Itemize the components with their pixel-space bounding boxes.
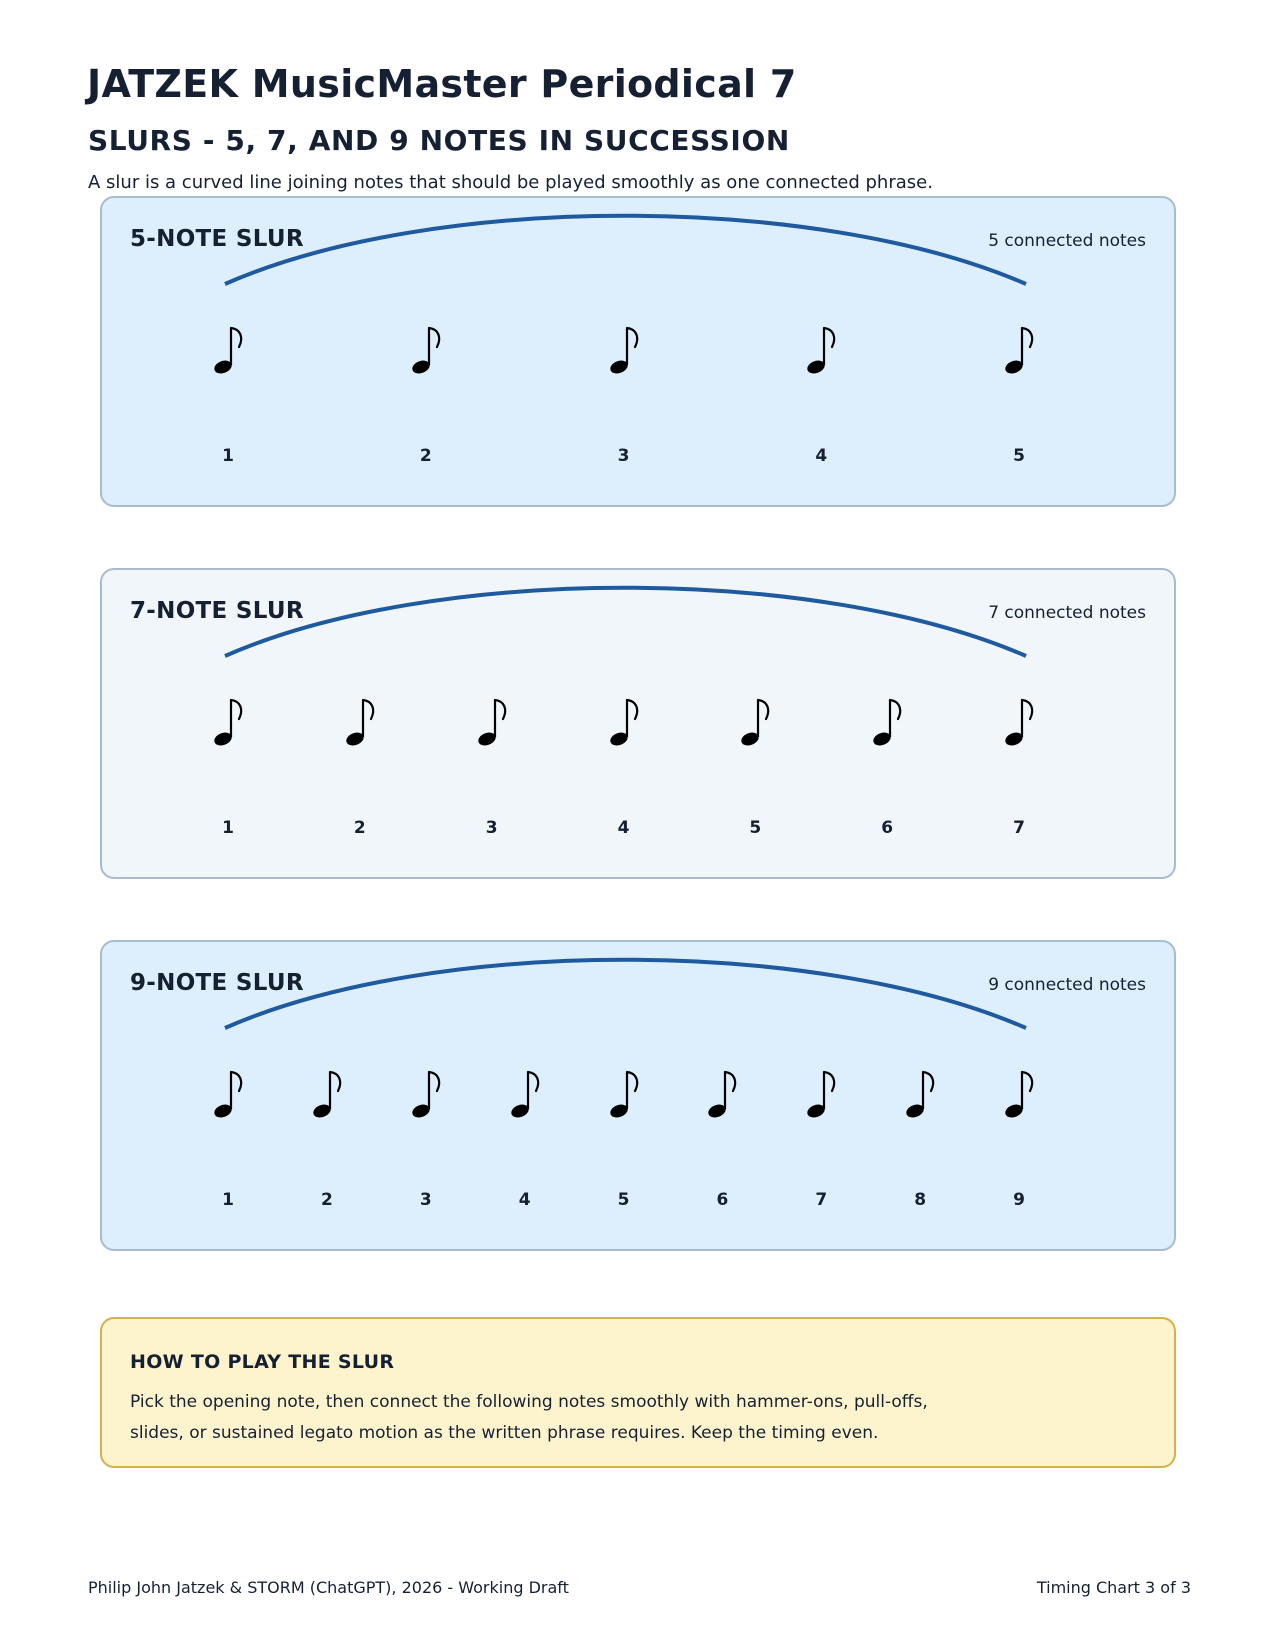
connected-notes-label: 7 connected notes	[988, 603, 1146, 623]
panel-title: 9-NOTE SLUR	[130, 970, 304, 996]
note-number: 6	[881, 818, 894, 838]
note-number: 7	[1013, 818, 1025, 838]
slur-panel-7	[100, 568, 1176, 879]
note-number: 2	[419, 446, 432, 466]
note-number: 5	[617, 1190, 630, 1210]
slur-curve	[225, 960, 1026, 1028]
note-number: 1	[222, 446, 234, 466]
eighth-note-icon	[803, 1067, 847, 1123]
eighth-note-icon	[803, 323, 847, 379]
intro-text: A slur is a curved line joining notes that should be played smoothly as one connected phrase.	[88, 172, 933, 193]
eighth-note-icon	[606, 695, 650, 751]
panel-title: 7-NOTE SLUR	[130, 598, 304, 624]
eighth-note-icon	[869, 695, 913, 751]
note-number: 3	[617, 446, 630, 466]
eighth-note-icon	[342, 695, 386, 751]
slur-panel-5	[100, 196, 1176, 507]
note-number: 6	[716, 1190, 729, 1210]
slur-curve	[225, 216, 1026, 284]
note-number: 3	[485, 818, 498, 838]
eighth-note-icon	[704, 1067, 748, 1123]
eighth-note-icon	[1001, 1067, 1045, 1123]
eighth-note-icon	[408, 1067, 452, 1123]
eighth-note-icon	[507, 1067, 551, 1123]
page-title: JATZEK MusicMaster Periodical 7	[87, 62, 797, 106]
note-number: 4	[518, 1190, 531, 1210]
eighth-note-icon	[408, 323, 452, 379]
note-number: 2	[353, 818, 366, 838]
eighth-note-icon	[474, 695, 518, 751]
footer-page-label: Timing Chart 3 of 3	[1036, 1578, 1191, 1597]
note-number: 5	[1013, 446, 1025, 466]
eighth-note-icon	[210, 323, 254, 379]
note-number: 1	[222, 818, 234, 838]
panel-title: 5-NOTE SLUR	[130, 226, 304, 252]
note-number: 1	[222, 1190, 234, 1210]
how-to-text-line-1: Pick the opening note, then connect the following notes smoothly with hammer-ons, pull-offs,	[130, 1392, 928, 1412]
slur-panel-9	[100, 940, 1176, 1251]
eighth-note-icon	[902, 1067, 946, 1123]
eighth-note-icon	[1001, 323, 1045, 379]
slur-curve	[225, 588, 1026, 656]
eighth-note-icon	[309, 1067, 353, 1123]
eighth-note-icon	[1001, 695, 1045, 751]
eighth-note-icon	[606, 1067, 650, 1123]
connected-notes-label: 9 connected notes	[988, 975, 1146, 995]
note-number: 5	[749, 818, 762, 838]
how-to-text-line-2: slides, or sustained legato motion as the written phrase requires. Keep the timing even.	[130, 1423, 879, 1443]
eighth-note-icon	[210, 695, 254, 751]
eighth-note-icon	[737, 695, 781, 751]
note-number: 4	[815, 446, 828, 466]
footer-credit: Philip John Jatzek & STORM (ChatGPT), 2026 - Working Draft	[88, 1578, 569, 1597]
note-number: 2	[320, 1190, 333, 1210]
note-number: 8	[914, 1190, 927, 1210]
how-to-title: HOW TO PLAY THE SLUR	[130, 1351, 395, 1373]
connected-notes-label: 5 connected notes	[988, 231, 1146, 251]
eighth-note-icon	[606, 323, 650, 379]
note-number: 3	[419, 1190, 432, 1210]
note-number: 9	[1013, 1190, 1025, 1210]
how-to-play-box	[100, 1317, 1176, 1468]
note-number: 4	[617, 818, 630, 838]
page-subtitle: SLURS - 5, 7, AND 9 NOTES IN SUCCESSION	[88, 124, 790, 157]
eighth-note-icon	[210, 1067, 254, 1123]
note-number: 7	[815, 1190, 828, 1210]
